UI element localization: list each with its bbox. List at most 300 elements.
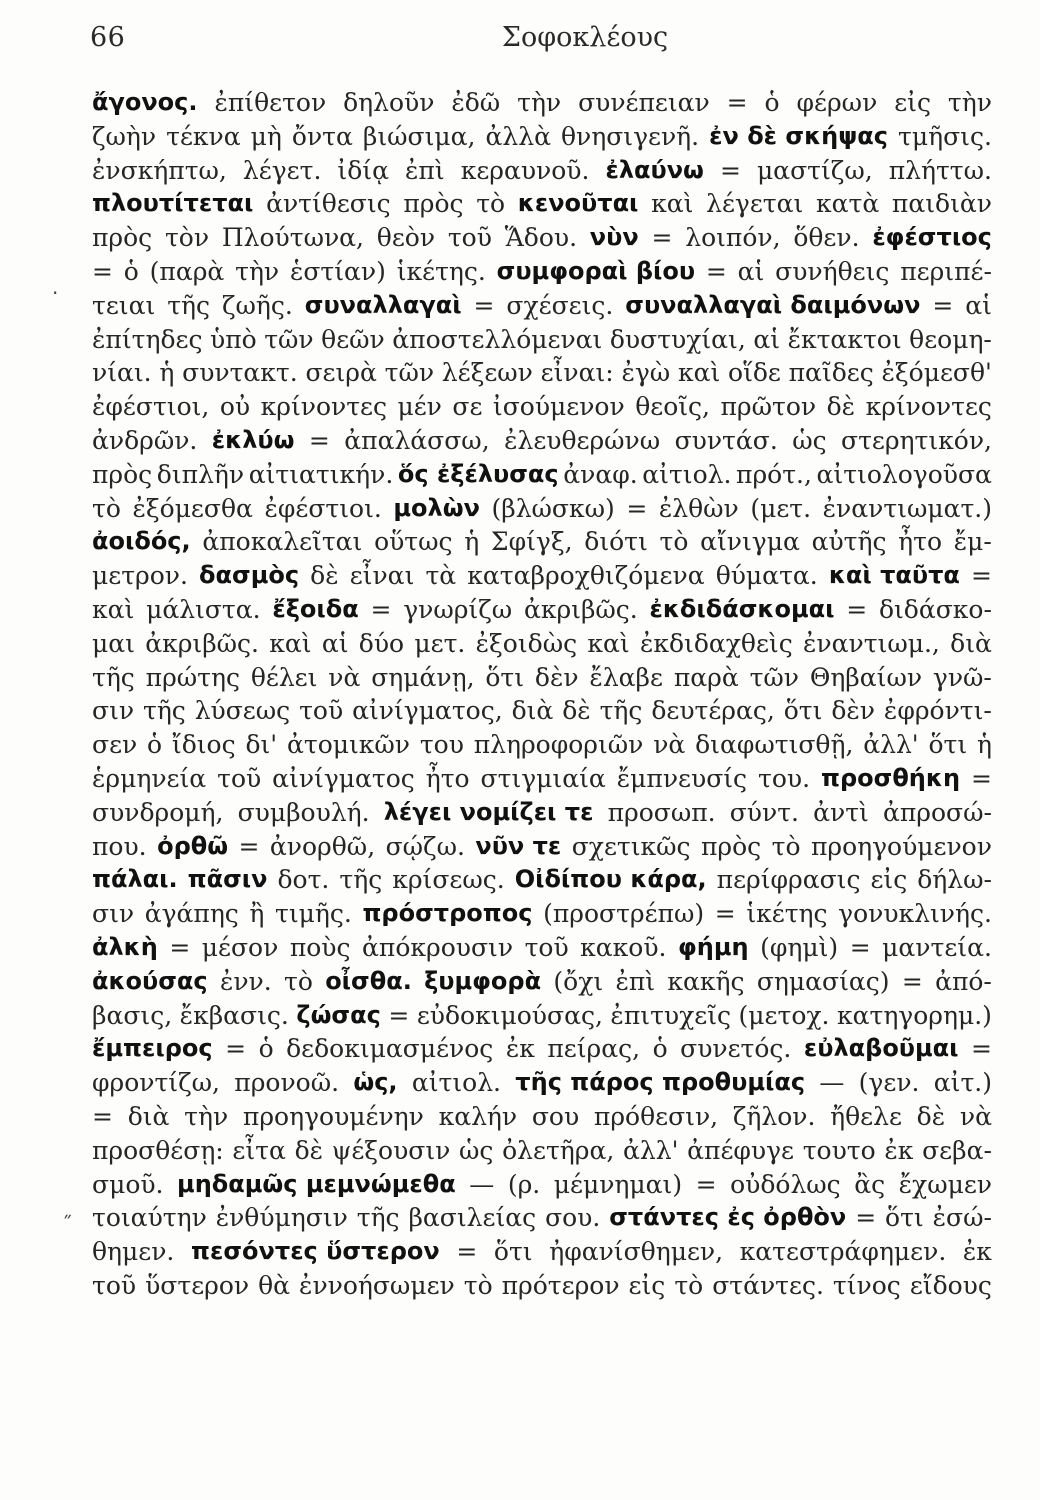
word: καὶ: [651, 189, 694, 219]
word: ἐννοήσωμεν: [299, 1270, 455, 1300]
headword: ἄγονος.: [92, 88, 198, 116]
word: δὲν: [534, 662, 579, 692]
word: =: [970, 763, 992, 793]
word: τὸ: [659, 527, 689, 557]
word: ἐδῶ: [451, 88, 501, 117]
word: τῆς: [599, 696, 643, 726]
word: παιδιὰν: [891, 189, 992, 219]
word: συνετός.: [680, 1034, 792, 1064]
word: τὴν: [184, 1101, 229, 1131]
word: σε: [452, 392, 483, 422]
headword: μηδαμῶς μεμνώμεθα: [177, 1169, 456, 1198]
word: οὕτως: [374, 527, 453, 557]
headword: συναλλαγαὶ δαιμόνων: [625, 290, 921, 319]
word: ἐφρόντι-: [883, 696, 992, 726]
word: σημασίας): [756, 966, 890, 996]
word: ζωῆς.: [221, 290, 293, 320]
text-line: [92, 255, 992, 289]
word: ἀνδρῶν.: [92, 425, 198, 455]
word: τὸ: [284, 966, 313, 996]
headword: πεσόντες ὕστερον: [191, 1237, 440, 1266]
word: νὰ: [653, 730, 686, 760]
text-line: [92, 1201, 992, 1235]
word: =: [388, 1000, 410, 1030]
page-header: [90, 18, 990, 62]
headword: ἐκλύω: [211, 425, 295, 454]
word: καὶ: [677, 358, 721, 388]
word: αἱ: [737, 256, 765, 286]
word: θημεν.: [92, 1237, 175, 1267]
text-line: [92, 694, 992, 728]
word: οὐ: [219, 392, 251, 422]
word: =: [169, 932, 191, 962]
word: ἐπὶ: [615, 966, 656, 996]
word: κατεστράφημεν.: [739, 1237, 947, 1267]
word: =: [855, 1203, 877, 1233]
headword: ἐφέστιος: [872, 223, 992, 252]
word: ὅτι: [783, 696, 823, 726]
word: δευτέρας,: [651, 696, 775, 726]
word: κρίσεως.: [392, 865, 505, 895]
word: τῶν: [384, 358, 435, 388]
word: =: [626, 493, 648, 523]
word: πρώτης: [145, 662, 240, 692]
word: ἡ: [977, 730, 992, 760]
text-line: [92, 86, 992, 120]
word: ἐπὶ: [405, 155, 445, 185]
word: ἀπροσώ-: [882, 797, 992, 827]
word: ὅτι: [485, 662, 525, 692]
word: ἐκ: [884, 1135, 914, 1165]
running-title: Σοφοκλέους: [501, 22, 669, 53]
text-line: [92, 931, 992, 965]
text-line: [92, 1100, 992, 1134]
word: εἶτα: [232, 1135, 286, 1165]
word: μετ.: [414, 628, 466, 658]
word: τὴν: [235, 256, 280, 286]
word: μέμνημαι): [553, 1169, 683, 1199]
word: πρότερον: [501, 1270, 620, 1300]
word: =: [932, 290, 954, 320]
word: τοῦ: [92, 1270, 137, 1300]
word: δι': [245, 730, 278, 760]
word: τῆς: [167, 290, 211, 320]
word: αἰτιατικήν.: [248, 459, 394, 489]
word: αἴνιγμα: [700, 527, 800, 557]
text-line: [92, 627, 992, 661]
word: προηγούμενον: [810, 831, 992, 861]
word: δοτ.: [277, 865, 330, 895]
word: αἱ: [321, 628, 349, 658]
text-line: [92, 154, 992, 188]
word: αἱ: [753, 324, 781, 354]
text-line: [92, 762, 992, 796]
word: ἐκδιδαχθεὶς: [639, 628, 793, 658]
word: ἐγὼ: [621, 358, 671, 388]
text-line: [92, 1066, 992, 1100]
word: προηγουμένην: [242, 1101, 424, 1131]
word: γνῶ-: [932, 662, 992, 692]
word: μαστίζω,: [756, 155, 873, 185]
word: ἐπιτυχεῖς: [610, 1000, 732, 1030]
word: γονυκλινής.: [838, 899, 992, 929]
headword: ὀρθῶ: [157, 831, 229, 860]
word: δεδοκιμασμένος: [286, 1034, 494, 1064]
word: —: [469, 1169, 495, 1199]
word: θνησιγενῆ.: [560, 121, 700, 151]
word: τειαι: [92, 290, 156, 320]
word: συντάσ.: [674, 425, 778, 455]
word: τὴν: [517, 88, 562, 117]
word: ὁ: [123, 256, 139, 286]
word: μαι: [92, 628, 135, 658]
word: θὰ: [258, 1270, 291, 1300]
word: ἔκτακτοι: [787, 324, 902, 354]
word: σημάνῃ,: [371, 662, 475, 692]
word: =: [370, 594, 392, 624]
word: τὴν: [947, 88, 992, 117]
margin-tick-mark: ˝: [62, 1212, 72, 1236]
word: αἰτ.): [933, 1068, 992, 1098]
word: διότι: [584, 527, 648, 557]
word: ἦτο: [425, 763, 470, 793]
word: δὲ: [310, 561, 339, 591]
word: ἐλευθερώνω: [504, 425, 661, 455]
word: νὰ: [959, 1101, 992, 1131]
word: ἐναντιωμ.,: [803, 628, 940, 658]
word: πρὸς: [700, 831, 762, 861]
word: βασιλείας: [408, 1203, 537, 1233]
word: ὑπὸ: [210, 324, 257, 354]
word: ἀπό-: [935, 966, 992, 996]
word: ἔκβασις.: [179, 1000, 289, 1030]
page-number: 66: [90, 22, 126, 53]
word: Πλούτωνα,: [221, 223, 364, 253]
word: του.: [758, 763, 811, 793]
word: πληροφοριῶν: [473, 730, 644, 760]
word: τῶν: [749, 662, 799, 692]
word: σῴζω.: [385, 831, 465, 861]
word: =: [695, 1169, 717, 1199]
word: τῶν: [264, 324, 314, 354]
word: τῆς: [339, 865, 383, 895]
word: ἔχωμεν: [898, 1169, 992, 1199]
word: Ἅδου.: [504, 223, 578, 253]
headword: εὐλαβοῦμαι: [803, 1034, 959, 1063]
word: ἠφανίσθημεν,: [549, 1237, 724, 1267]
word: τῆς: [142, 696, 186, 726]
word: κρίνοντες: [260, 392, 387, 422]
word: δὲ: [826, 392, 856, 422]
word: ζῆλον.: [732, 1101, 816, 1131]
word: του: [419, 730, 464, 760]
word: ἱκέτης.: [396, 256, 486, 286]
text-line: [92, 1134, 992, 1168]
word: ἐκ: [505, 1034, 535, 1064]
text-line: [92, 356, 992, 390]
word: διδάσκο-: [878, 594, 992, 624]
headword: νὺν: [589, 223, 639, 252]
word: ἀκριβῶς.: [145, 628, 259, 658]
word: =: [849, 932, 871, 962]
word: συνέπειαν: [578, 88, 710, 117]
headword: φήμη: [678, 932, 749, 961]
word: σεν: [92, 730, 138, 760]
word: θεῶν: [321, 324, 385, 354]
word: ἀντίθεσις: [266, 189, 391, 219]
word: =: [308, 425, 330, 455]
word: ἑρμηνεία: [92, 763, 207, 793]
word: τέκνα: [166, 121, 241, 151]
word: διπλῆν: [156, 459, 245, 489]
word: σου.: [545, 1203, 601, 1233]
word: σιν: [92, 696, 135, 726]
text-line: [92, 965, 992, 999]
word: μέν: [397, 392, 442, 422]
word: ἀνορθῶ,: [269, 831, 376, 861]
headword: πλουτίτεται: [92, 189, 254, 218]
word: διὰ: [511, 696, 554, 726]
word: ἀτομικῶν: [286, 730, 411, 760]
word: προσωπ.: [607, 797, 716, 827]
word: ἱκέτης: [746, 899, 828, 929]
word: ἀκριβῶς.: [523, 594, 638, 624]
word: σου: [531, 1101, 580, 1131]
word: πρὸς: [92, 459, 153, 489]
word: ὡς: [459, 1135, 494, 1165]
text-line: [92, 1168, 992, 1202]
word: ἐξόμεσθ': [881, 358, 992, 388]
headword: συμφοραὶ βίου: [496, 256, 696, 285]
word: λέγεται: [706, 189, 804, 219]
word: ἀποστελλόμεναι: [392, 324, 603, 354]
word: που.: [92, 831, 147, 861]
text-line: [92, 796, 992, 830]
word: στερητικόν,: [841, 425, 992, 455]
headword: ὡς,: [353, 1068, 398, 1097]
word: =: [473, 290, 495, 320]
word: βασις,: [92, 1000, 173, 1030]
word: ἔμ-: [953, 527, 992, 557]
headword: νῦν τε: [475, 831, 562, 860]
text-line: [92, 559, 992, 593]
word: εὐδοκιμούσας,: [416, 1000, 603, 1030]
word: μέσον: [201, 932, 279, 962]
word: ζωὴν: [92, 121, 157, 151]
word: κατηγορημ.): [836, 1000, 992, 1030]
word: ἀπαλάσσω,: [344, 425, 490, 455]
word: ὅτι: [928, 730, 968, 760]
word: τίνος: [832, 1270, 901, 1300]
word: ὡς: [792, 425, 827, 455]
word: ἀγάπης: [144, 899, 239, 929]
word: (παρὰ: [149, 256, 225, 286]
word: λύσεως: [194, 696, 291, 726]
text-line: [92, 897, 992, 931]
word: εἰς: [894, 88, 931, 117]
word: ἀπέφυγε: [687, 1135, 795, 1165]
word: τὸ: [92, 493, 121, 523]
headword: ἀκούσας: [92, 966, 208, 995]
headword: ξυμφορὰ: [424, 966, 542, 995]
word: θέλει: [250, 662, 318, 692]
word: εἶναι:: [540, 358, 614, 388]
word: ὁ: [258, 1034, 274, 1064]
word: θεομη-: [909, 324, 992, 354]
text-line: [92, 1269, 992, 1303]
word: νὰ: [328, 662, 361, 692]
word: =: [970, 561, 992, 591]
headword: ὅς ἐξέλυσας: [397, 459, 559, 488]
word: τὸν: [164, 223, 210, 253]
word: =: [714, 899, 736, 929]
headword: κενοῦται: [517, 189, 639, 218]
word: δυστυχίαι,: [609, 324, 746, 354]
headword: προσθήκη: [820, 763, 961, 792]
word: (γεν.: [858, 1068, 920, 1098]
word: σειρὰ: [305, 358, 377, 388]
word: λέξεων: [441, 358, 533, 388]
word: θεοῖς,: [635, 392, 710, 422]
word: ἑστίαν): [289, 256, 386, 286]
word: κρίνοντες: [865, 392, 992, 422]
word: ἀποκαλεῖται: [202, 527, 363, 557]
headword: πάλαι.: [92, 865, 178, 894]
headword: μολὼν: [393, 493, 480, 522]
word: δὲ: [294, 1135, 324, 1165]
word: τοῦ: [299, 696, 344, 726]
word: ἐνν.: [219, 966, 272, 996]
word: ἐνθύμησιν: [215, 1203, 348, 1233]
word: =: [726, 88, 748, 117]
word: παρὰ: [673, 662, 739, 692]
word: (προστρέπω): [543, 899, 705, 929]
commentary-text: [92, 86, 992, 1303]
text-line: [92, 221, 992, 255]
word: παῖδες: [788, 358, 874, 388]
word: προνοῶ.: [234, 1068, 340, 1098]
text-line: [92, 458, 992, 492]
word: σιν: [92, 899, 135, 929]
word: =: [225, 1034, 247, 1064]
headword: ἀλκὴ: [92, 932, 158, 961]
word: ἐνσκήπτω,: [92, 155, 227, 185]
word: πρῶτον: [720, 392, 817, 422]
headword: τῆς πάρος προθυμίας: [515, 1068, 806, 1097]
text-line: [92, 1032, 992, 1066]
word: ὅθεν.: [793, 223, 860, 253]
word: εἰς: [870, 865, 908, 895]
text-line: [92, 728, 992, 762]
word: τὸ: [674, 1270, 704, 1300]
word: θεὸν: [376, 223, 436, 253]
word: (φημὶ): [760, 932, 839, 962]
word: ἐξοιδὼς: [475, 628, 578, 658]
word: αἰτιολ.: [642, 459, 732, 489]
word: ἐσώ-: [932, 1203, 992, 1233]
word: περιπέ-: [900, 256, 992, 286]
word: ἀλλὰ: [485, 121, 551, 151]
word: ἐναντιωματ.): [822, 493, 992, 523]
word: κεραυνοῦ.: [460, 155, 590, 185]
word: δύο: [358, 628, 405, 658]
word: αἰτιολ.: [411, 1068, 501, 1098]
word: πρὸς: [403, 189, 464, 219]
word: (ρ.: [507, 1169, 541, 1199]
text-line: [92, 424, 992, 458]
word: ἴδιος: [171, 730, 236, 760]
word: =: [901, 966, 923, 996]
word: μαντεία.: [882, 932, 992, 962]
word: καὶ: [587, 628, 630, 658]
word: τὸ: [476, 189, 506, 219]
word: Θηβαίων: [809, 662, 923, 692]
word: τοῦ: [217, 763, 262, 793]
word: καὶ: [269, 628, 312, 658]
word: =: [92, 256, 113, 286]
word: τοιαύτην: [92, 1203, 207, 1233]
headword: ἐλαύνω: [605, 155, 704, 184]
text-line: [92, 323, 992, 357]
headword: στάντες ἐς ὀρθὸν: [609, 1203, 847, 1232]
word: =: [971, 1034, 992, 1064]
headword: ἔξοιδα: [272, 594, 359, 623]
word: ἐλθὼν: [658, 493, 739, 523]
word: =: [238, 831, 260, 861]
word: συνήθεις: [775, 256, 890, 286]
word: αἰνίγματος: [272, 763, 415, 793]
word: τουτο: [802, 1135, 876, 1165]
text-line: [92, 593, 992, 627]
text-line: [92, 289, 992, 323]
word: εἰς: [628, 1270, 666, 1300]
word: κατὰ: [816, 189, 880, 219]
word: αἰτιολογοῦσα: [816, 459, 992, 489]
word: καὶ: [92, 594, 135, 624]
word: γνωρίζω: [403, 594, 513, 624]
word: κακοῦ.: [580, 932, 667, 962]
word: διαφωτισθῇ,: [695, 730, 854, 760]
word: ἔλαβε: [589, 662, 663, 692]
word: στιγμιαία: [480, 763, 606, 793]
word: ὁ: [147, 730, 163, 760]
text-line: [92, 492, 992, 526]
word: ἂς: [854, 1169, 886, 1199]
word: ἦτο: [898, 527, 943, 557]
word: ἐξόμεσθα: [132, 493, 253, 523]
word: ἰδίᾳ: [337, 155, 389, 185]
text-line: [92, 661, 992, 695]
word: σύντ.: [729, 797, 799, 827]
headword: ἐν δὲ σκήψας: [709, 121, 888, 150]
word: ἐφέστιοι,: [92, 392, 210, 422]
word: ἐπίθετον: [214, 88, 327, 117]
word: ἐπίτηδες: [92, 324, 203, 354]
word: =: [846, 594, 868, 624]
word: ἐφέστιοι.: [264, 493, 382, 523]
word: τμῆσις.: [898, 121, 992, 151]
word: (μετοχ.: [738, 1000, 830, 1030]
word: στάντες.: [712, 1270, 824, 1300]
word: λοιπόν,: [685, 223, 781, 253]
word: οἵδε: [728, 358, 781, 388]
word: τὸ: [771, 831, 801, 861]
text-line: [92, 187, 992, 221]
word: ἀπόκρουσιν: [362, 932, 514, 962]
text-line: [92, 999, 992, 1033]
word: σχέσεις.: [506, 290, 614, 320]
text-line: [92, 525, 992, 559]
